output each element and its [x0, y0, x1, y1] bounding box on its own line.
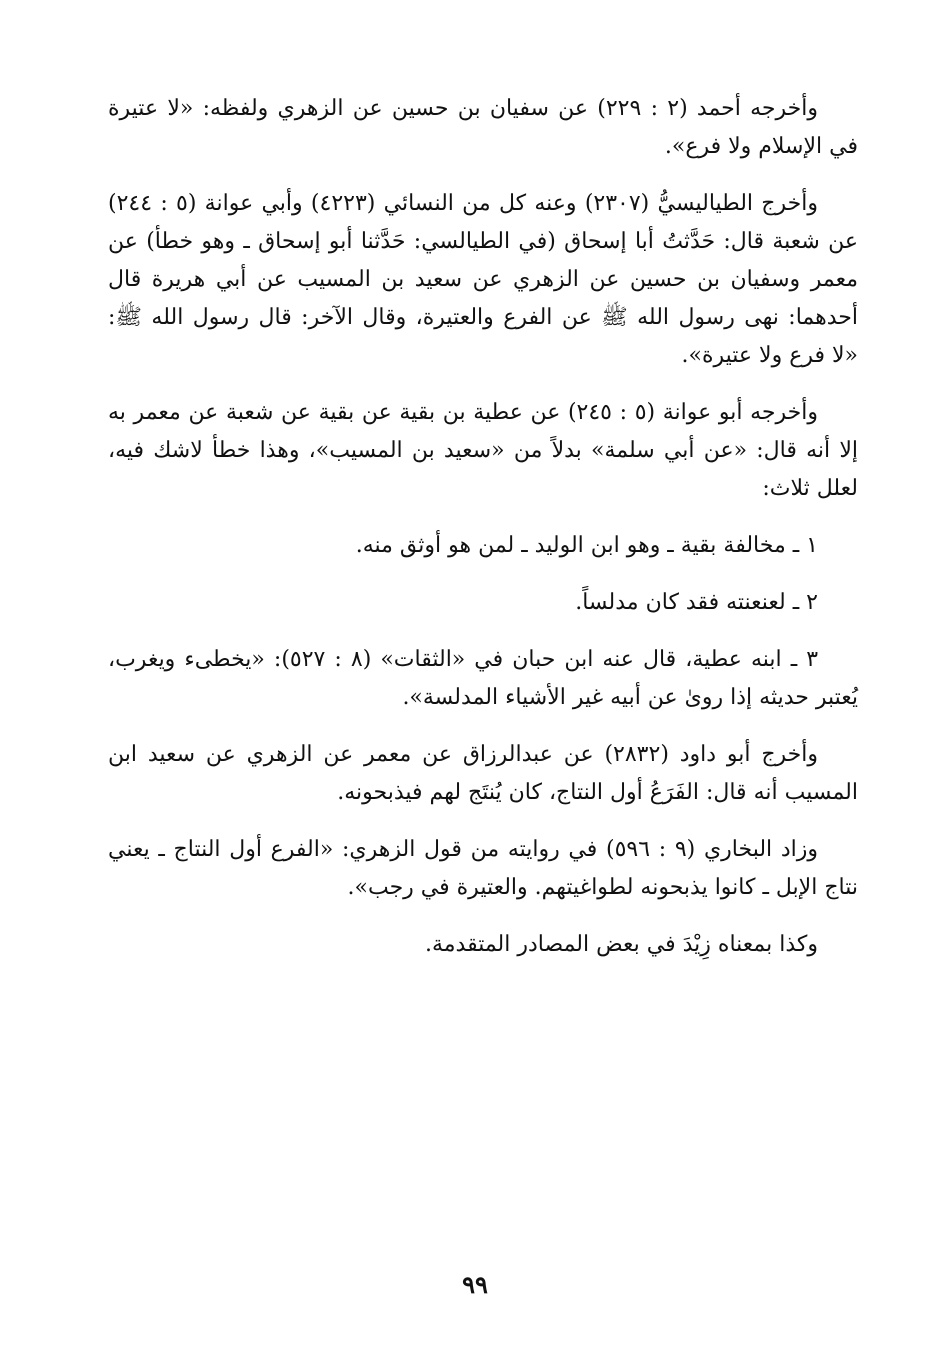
paragraph-closing: وكذا بمعناه زِيْدَ في بعض المصادر المتقدمة.: [424, 932, 818, 957]
paragraph-abu-dawud: وأخرج أبو داود (٢٨٣٢) عن عبدالرزاق عن معمر عن الزهري عن سعيد ابن المسيب أنه قال: الفَرَعُ أول النتاج، كان يُنتَج لهم فيذبحونه.: [108, 742, 858, 805]
page-number: ٩٩: [462, 1270, 488, 1299]
page-body: [108, 90, 858, 983]
paragraph-ahmad: وأخرجه أحمد (٢ : ٢٢٩) عن سفيان بن حسين عن الزهري ولفظه: «لا عتيرة في الإسلام ولا فرع».: [108, 96, 858, 159]
list-item-3: ٣ ـ ابنه عطية، قال عنه ابن حبان في «الثقات» (٨ : ٥٢٧): «يخطىء ويغرب، يُعتبر حديثه إذا روىٰ عن أبيه غير الأشياء المدلسة».: [108, 647, 858, 710]
paragraph-bukhari: وزاد البخاري (٩ : ٥٩٦) في روايته من قول الزهري: «الفرع أول النتاج ـ يعني نتاج الإبل ـ كانوا يذبحونه لطواغيتهم. والعتيرة في رجب».: [108, 837, 858, 900]
list-item-2: ٢ ـ لعنعنته فقد كان مدلساً.: [575, 590, 818, 615]
list-item-1: ١ ـ مخالفة بقية ـ وهو ابن الوليد ـ لمن هو أوثق منه.: [355, 533, 818, 558]
paragraph-tayalisi: وأخرج الطياليسيُّ (٢٣٠٧) وعنه كل من النسائي (٤٢٢٣) وأبي عوانة (٥ : ٢٤٤) عن شعبة قال: حَدَّثتُ أبا إسحاق (في الطيالسي: حَدَّثنا أبو إسحاق ـ وهو خطأ) عن معمر وسفيان بن حسين عن الزهري عن سعيد بن المسيب عن أبي هريرة قال أحدهما: نهى رسول الله ﷺ عن الفرع والعتيرة، وقال الآخر: قال رسول الله ﷺ: «لا فرع ولا عتيرة».: [108, 191, 858, 368]
paragraph-abu-awana: وأخرجه أبو عوانة (٥ : ٢٤٥) عن عطية بن بقية عن بقية عن شعبة عن معمر به إلا أنه قال: «عن أبي سلمة» بدلاً من «سعيد بن المسيب»، وهذا خطأ لاشك فيه، لعلل ثلاث:: [108, 400, 858, 501]
